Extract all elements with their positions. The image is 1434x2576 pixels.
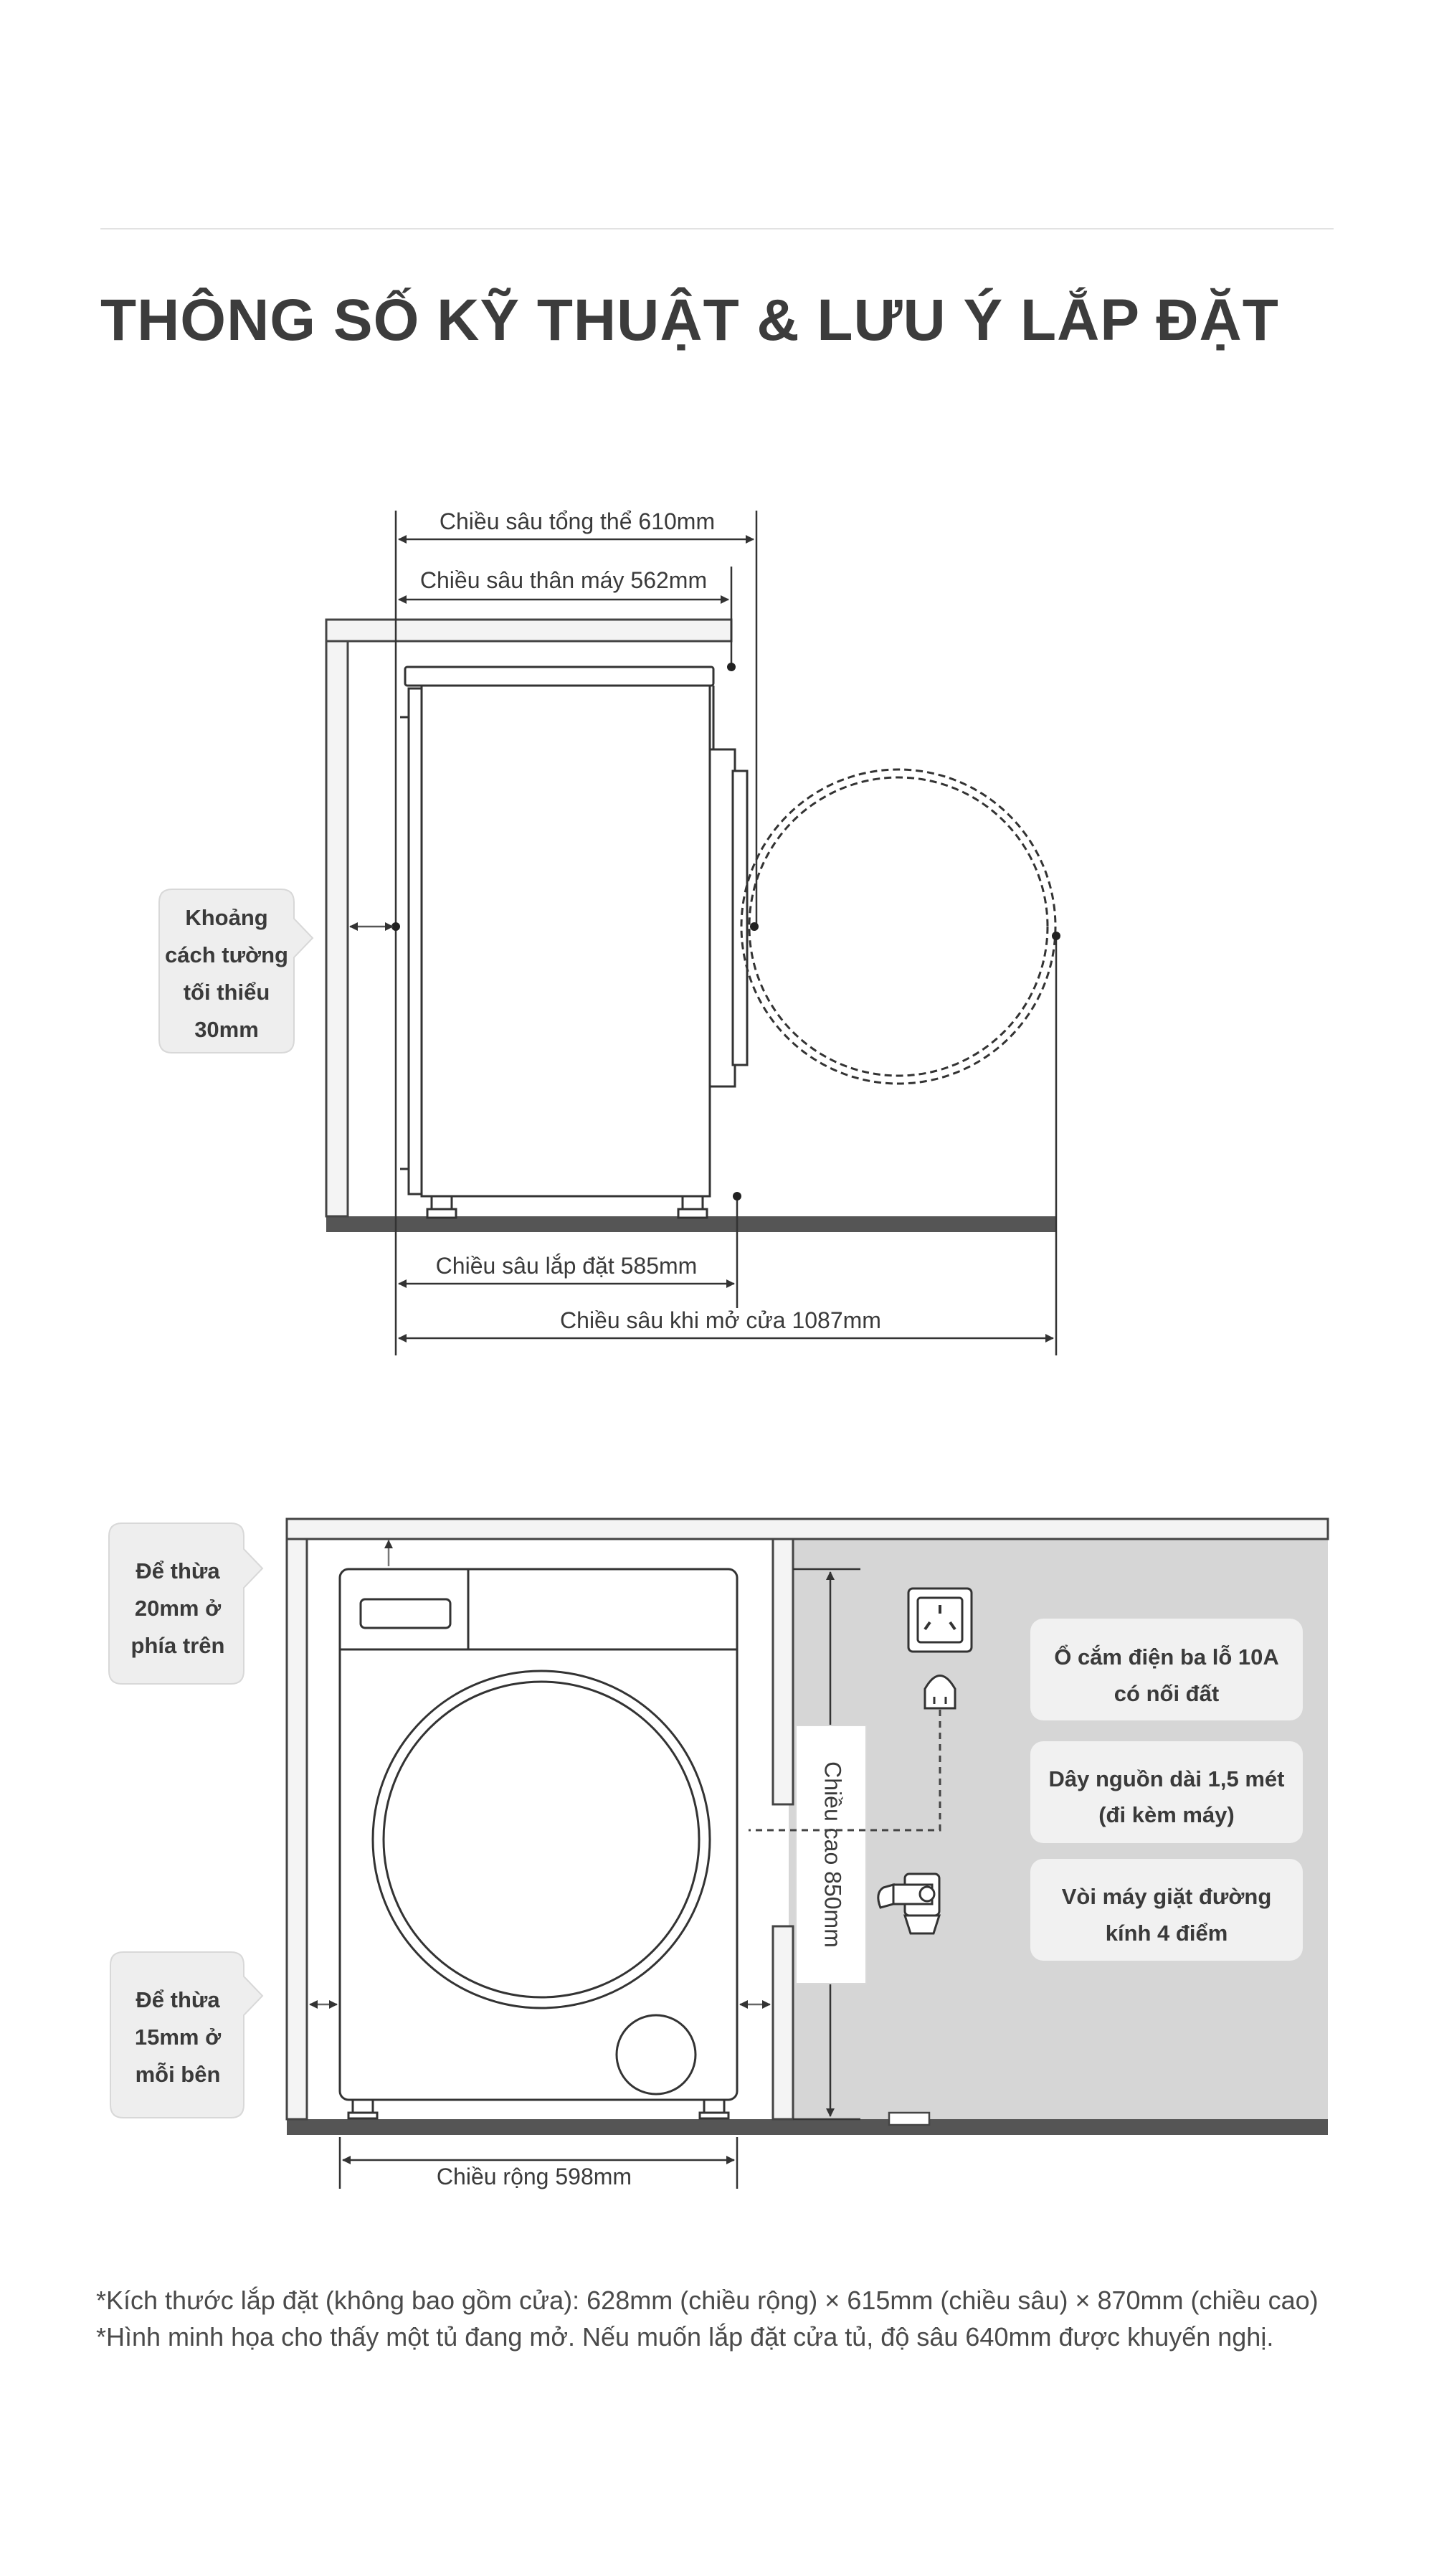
page-title: THÔNG SỐ KỸ THUẬT & LƯU Ý LẮP ĐẶT: [100, 288, 1279, 353]
floor-bar: [287, 2119, 1328, 2135]
top-gap-callout: [109, 1523, 262, 1684]
side-view-diagram: [0, 488, 1434, 1391]
side-gap-line-1: Để thừa: [136, 1987, 220, 2012]
side-gap-callout: [110, 1952, 262, 2118]
wall-gap-callout: [159, 889, 313, 1053]
side-gap-line-2: 15mm ở: [134, 2025, 222, 2050]
wall-gap-line-4: 30mm: [194, 1017, 259, 1042]
drain-slot: [889, 2113, 929, 2125]
top-divider: [100, 228, 1334, 229]
info-card-faucet-line-2: kính 4 điểm: [1105, 1921, 1228, 1946]
washer-side-profile: [400, 667, 747, 1218]
overall-depth-label: Chiều sâu tổng thể 610mm: [439, 508, 716, 534]
socket-icon: [908, 1588, 972, 1652]
width-label: Chiều rộng 598mm: [436, 2164, 632, 2189]
info-card-faucet: [1030, 1859, 1303, 1961]
info-card-socket-line-2: có nối đất: [1114, 1681, 1220, 1706]
height-label: Chiều cao 850mm: [820, 1761, 846, 1948]
washer-front: [340, 1569, 737, 2118]
wall-gap-line-1: Khoảng: [185, 905, 268, 930]
wall-gap-line-3: tối thiểu: [183, 980, 270, 1005]
install-depth-label: Chiều sâu lắp đặt 585mm: [435, 1253, 698, 1279]
footnote-dimensions: *Kích thước lắp đặt (không bao gồm cửa): 628mm (chiều rộng) × 615mm (chiều sâu) × 870mm (chiều cao): [96, 2286, 1319, 2315]
info-card-socket-line-1: Ổ cắm điện ba lỗ 10A: [1054, 1644, 1279, 1670]
top-gap-line-3: phía trên: [130, 1633, 225, 1658]
footnotes: [96, 2282, 1344, 2355]
control-panel-display: [361, 1599, 450, 1628]
footnote-cabinet-door: *Hình minh họa cho thấy một tủ đang mở. Nếu muốn lắp đặt cửa tủ, độ sâu 640mm được khuyến nghị.: [96, 2322, 1274, 2352]
info-card-socket: [1030, 1619, 1303, 1720]
body-depth-label: Chiều sâu thân máy 562mm: [419, 567, 708, 593]
info-card-cord-line-1: Dây nguồn dài 1,5 mét: [1048, 1766, 1285, 1791]
plug-icon: [925, 1676, 955, 1709]
info-card-faucet-line-1: Vòi máy giặt đường: [1061, 1884, 1272, 1909]
front-view-diagram: [0, 1492, 1434, 2209]
open-door-depth-label: Chiều sâu khi mở cửa 1087mm: [560, 1307, 881, 1333]
side-gap-line-3: mỗi bên: [135, 2062, 221, 2087]
info-card-power-cord: [1030, 1741, 1303, 1843]
info-card-cord-line-2: (đi kèm máy): [1098, 1802, 1235, 1827]
top-gap-line-1: Để thừa: [136, 1558, 220, 1583]
wall-gap-line-2: cách tường: [165, 942, 288, 967]
door-swing-circle: [741, 770, 1055, 1084]
top-gap-line-2: 20mm ở: [134, 1596, 222, 1621]
